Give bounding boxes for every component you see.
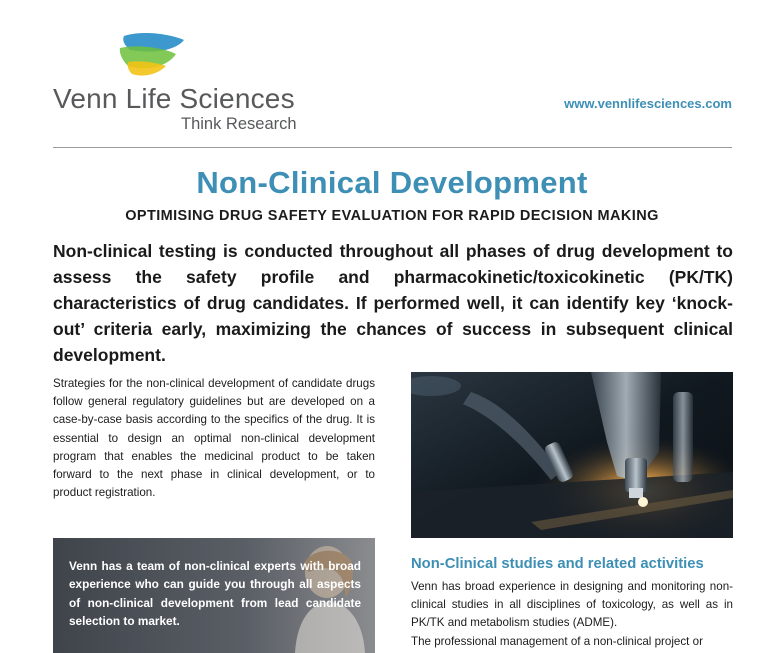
microscope-photo [411,372,733,538]
venn-logo-icon [118,32,188,78]
page-subtitle: OPTIMISING DRUG SAFETY EVALUATION FOR RAPID DECISION MAKING [125,208,659,224]
studies-paragraph: Venn has broad experience in designing and monitoring non-clinical studies in all disciplines of toxicology, as well as in PK/TK and metabolism studies (ADME). [411,580,733,630]
header-divider [53,147,732,148]
brand-tagline: Think Research [181,115,297,133]
callout-text: Venn has a team of non-clinical experts with broad experience who can guide you through all aspects of non-clinical development from lead candidate selection to market. [69,559,361,628]
intro-paragraph: Non-clinical testing is conducted throughout all phases of drug development to assess the safety profile and pharmacokinetic/toxicokinetic (PK/TK) characteristics of drug candidates. If performed well, it can identify key ‘knock-out’ criteria early, maximizing the chances of success in subsequent clinical development. [53,241,733,365]
section-heading: Non-Clinical studies and related activities [411,556,704,572]
expert-callout [53,538,375,653]
website-link[interactable]: www.vennlifesciences.com [564,96,732,111]
brand-name: Venn Life Sciences [53,83,295,114]
management-paragraph: The professional management of a non-clinical project or [411,635,703,648]
page-title: Non-Clinical Development [196,165,588,200]
strategy-paragraph: Strategies for the non-clinical development of candidate drugs follow general regulatory guidelines but are developed on a case-by-case basis according to the specifics of the drug. It is essential to design an optimal non-clinical development program that enables the medicinal product to be taken forward to the next phase in clinical development, or to product registration. [53,377,375,500]
